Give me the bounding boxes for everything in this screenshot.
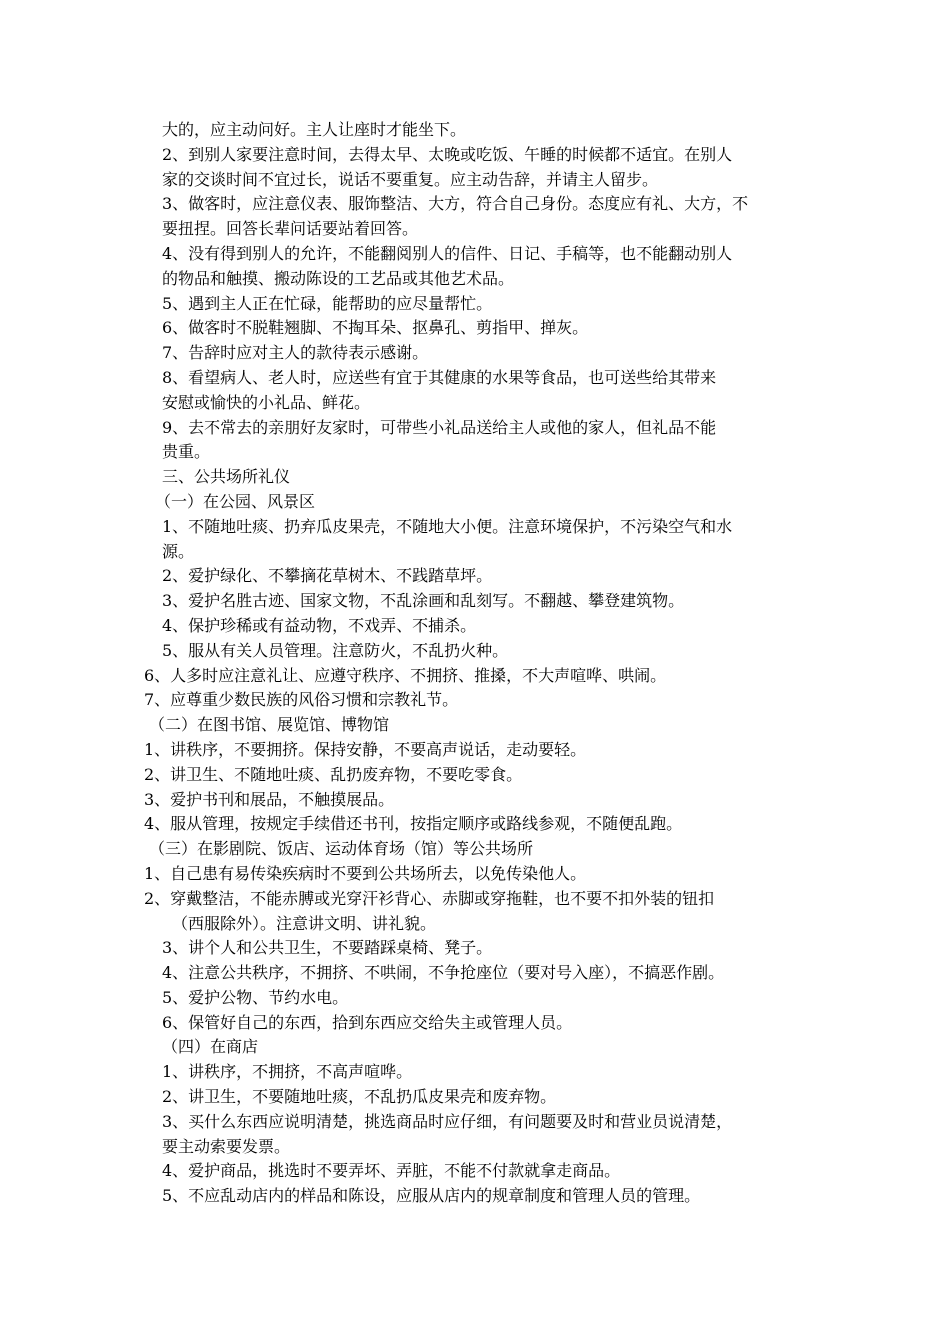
- text-line: 4、保护珍稀或有益动物，不戏弄、不捕杀。: [162, 615, 477, 635]
- subsection-heading: （一）在公园、风景区: [155, 491, 316, 511]
- text-line: 1、讲秩序，不要拥挤。保持安静，不要高声说话，走动要轻。: [144, 739, 587, 759]
- text-line: 源。: [162, 541, 195, 561]
- text-line: 4、注意公共秩序，不拥挤、不哄闹，不争抢座位（要对号入座），不搞恶作剧。: [162, 963, 725, 983]
- text-line: 2、讲卫生，不要随地吐痰，不乱扔瓜皮果壳和废弃物。: [162, 1087, 557, 1107]
- text-line: 2、爱护绿化、不攀摘花草树木、不践踏草坪。: [162, 566, 493, 586]
- text-line: 安慰或愉快的小礼品、鲜花。: [162, 392, 371, 412]
- text-line: 的物品和触摸、搬动陈设的工艺品或其他艺术品。: [162, 268, 515, 288]
- text-line: 7、告辞时应对主人的款待表示感谢。: [162, 343, 429, 363]
- subsection-heading: （二）在图书馆、展览馆、博物馆: [149, 715, 390, 735]
- text-line: 9、去不常去的亲朋好友家时，可带些小礼品送给主人或他的家人，但礼品不能: [162, 417, 717, 437]
- text-line: 3、讲个人和公共卫生，不要踏踩桌椅、凳子。: [162, 938, 493, 958]
- text-line: 家的交谈时间不宜过长，说话不要重复。应主动告辞，并请主人留步。: [162, 169, 659, 189]
- text-line: 6、保管好自己的东西，拾到东西应交给失主或管理人员。: [162, 1012, 573, 1032]
- text-line: 2、讲卫生、不随地吐痰、乱扔废弃物，不要吃零食。: [144, 764, 523, 784]
- text-line: 7、应尊重少数民族的风俗习惯和宗教礼节。: [144, 690, 459, 710]
- text-line: 1、讲秩序，不拥挤，不高声喧哗。: [162, 1062, 413, 1082]
- text-line: 4、没有得到别人的允许，不能翻阅别人的信件、日记、手稿等，也不能翻动别人: [162, 243, 733, 263]
- text-line: 6、人多时应注意礼让、应遵守秩序、不拥挤、推搡，不大声喧哗、哄闹。: [144, 665, 667, 685]
- text-line: （西服除外）。注意讲文明、讲礼貌。: [172, 913, 437, 933]
- text-line: 5、不应乱动店内的样品和陈设，应服从店内的规章制度和管理人员的管理。: [162, 1186, 701, 1206]
- text-line: 3、爱护书刊和展品，不触摸展品。: [144, 789, 395, 809]
- subsection-heading: （三）在影剧院、饭店、运动体育场（馆）等公共场所: [149, 839, 534, 859]
- text-line: 要主动索要发票。: [162, 1136, 291, 1156]
- text-line: 大的，应主动问好。主人让座时才能坐下。: [162, 120, 467, 139]
- text-line: 6、做客时不脱鞋翘脚、不掏耳朵、抠鼻孔、剪指甲、掸灰。: [162, 318, 589, 338]
- text-line: 1、不随地吐痰、扔弃瓜皮果壳，不随地大小便。注意环境保护，不污染空气和水: [162, 516, 733, 536]
- text-line: 4、服从管理，按规定手续借还书刊，按指定顺序或路线参观，不随便乱跑。: [144, 814, 683, 834]
- text-line: 8、看望病人、老人时，应送些有宜于其健康的水果等食品，也可送些给其带来: [162, 367, 717, 387]
- text-line: 3、做客时，应注意仪表、服饰整洁、大方，符合自己身份。态度应有礼、大方，不: [162, 194, 749, 214]
- text-line: 5、服从有关人员管理。注意防火，不乱扔火种。: [162, 640, 509, 660]
- text-line: 1、自己患有易传染疾病时不要到公共场所去，以免传染他人。: [144, 863, 587, 883]
- text-line: 2、到别人家要注意时间，去得太早、太晚或吃饭、午睡的时候都不适宜。在别人: [162, 144, 733, 164]
- text-line: 3、买什么东西应说明清楚，挑选商品时应仔细，有问题要及时和营业员说清楚，: [162, 1111, 733, 1131]
- section-heading: 三、公共场所礼仪: [162, 467, 291, 487]
- text-line: 5、爱护公物、节约水电。: [162, 987, 349, 1007]
- subsection-heading: （四）在商店: [162, 1037, 259, 1057]
- text-line: 4、爱护商品，挑选时不要弄坏、弄脏，不能不付款就拿走商品。: [162, 1161, 621, 1181]
- text-line: 贵重。: [162, 442, 211, 462]
- text-line: 2、穿戴整洁，不能赤膊或光穿汗衫背心、赤脚或穿拖鞋，也不要不扣外装的钮扣: [144, 888, 715, 908]
- text-line: 3、爱护名胜古迹、国家文物，不乱涂画和乱刻写。不翻越、攀登建筑物。: [162, 591, 685, 611]
- document-page: [0, 118, 950, 1209]
- text-line: 要扭捏。回答长辈问话要站着回答。: [162, 219, 419, 239]
- text-line: 5、遇到主人正在忙碌，能帮助的应尽量帮忙。: [162, 293, 493, 313]
